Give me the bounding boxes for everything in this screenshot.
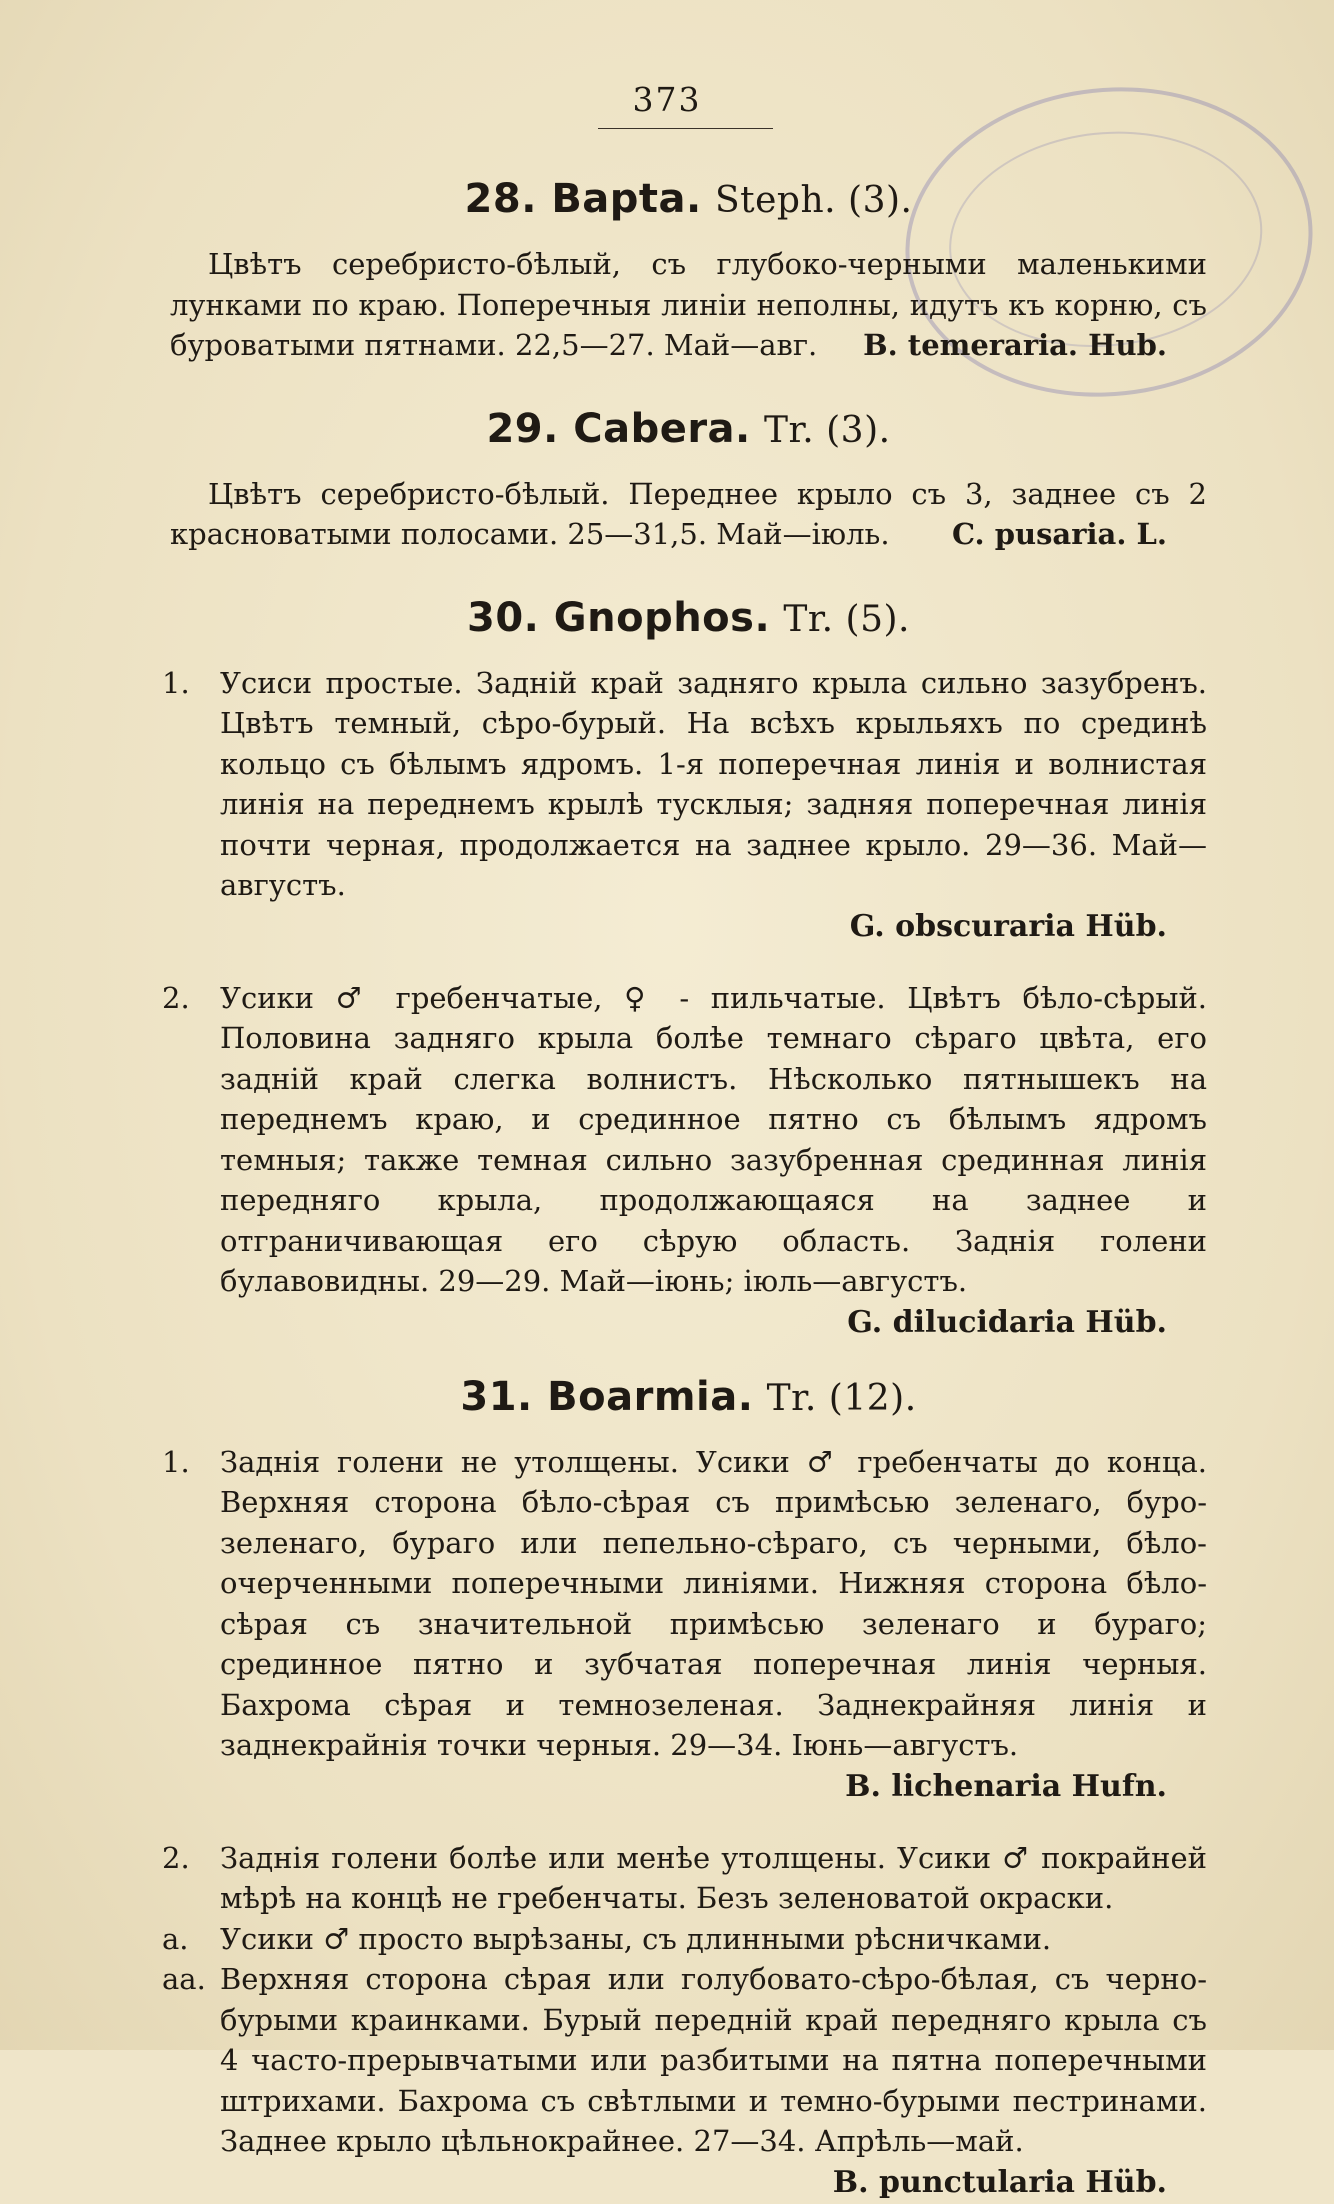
key-item: 1. Усиси простые. Заднiй край задняго крыла сильно зазубренъ. Цвѣтъ темный, сѣро-бурый. На всѣхъ крыльяхъ по срединѣ кольцо съ бѣлымъ ядромъ. 1-я поперечная линія и волнистая линія на переднемъ крылѣ тусклыя; задняя поперечная линія почти черная, продолжается на заднее крыло. 29—36. Май—августъ. [170,663,1207,906]
genus-heading-boarmia: 31. Boarmia. Tr. (12). [460,1373,917,1420]
genus-heading-gnophos: 30. Gnophos. Tr. (5). [467,594,910,641]
key-item: 2. Заднія голени болѣе или менѣе утолщены. Усики ♂ покрайней мѣрѣ на концѣ не гребенчаты. Безъ зеленоватой окраски. [170,1838,1207,1919]
species-name: B. temeraria. Hub. [863,328,1167,362]
page-number: 373 [632,80,702,119]
key-item: 1. Заднія голени не утолщены. Усики ♂ гребенчаты до конца. Верхняя сторона бѣло-сѣрая съ примѣсью зеленаго, буро-зеленаго, бураго или пепельно-сѣраго, съ черными, бѣло-очерченными поперечными линіями. Нижняя сторона бѣло-сѣрая съ значительной примѣсью зеленаго и бураго; срединное пятно и зубчатая поперечная линія черныя. Бахрома сѣрая и темнозеленая. Заднекрайняя линія и заднекрайнія точки черныя. 29—34. Іюнь—августъ. [170,1442,1207,1766]
species-name: B. lichenaria Hufn. [845,1768,1167,1804]
genus-description: Цвѣтъ серебристо-бѣлый. Переднее крыло съ 3, заднее съ 2 красноватыми полосами. 25—31,5. Май—іюль. C. pusaria. L. [170,474,1207,555]
item-number: aa. [162,1962,206,1996]
header-rule [598,128,773,129]
genus-heading-bapta: 28. Bapta. Steph. (3). [464,176,913,222]
genus-description: Цвѣтъ серебристо-бѣлый, съ глубоко-черными маленькими лунками по краю. Поперечныя линіи неполны, идутъ къ корню, съ буроватыми пятнами. 22,5—27. Май—авг. B. temeraria. Hub. [170,244,1207,366]
key-item: 2. Усики ♂ гребенчатые, ♀ - пильчатые. Цвѣтъ бѣло-сѣрый. Половина задняго крыла болѣе темнаго сѣраго цвѣта, его заднiй край слегка волнистъ. Нѣсколько пятнышекъ на переднемъ краю, и срединное пятно съ бѣлымъ ядромъ темныя; также темная сильно зазубренная срединная линія передняго крыла, продолжающаяся на заднее и отграничивающая его сѣрую область. Заднія голени булавовидны. 29—29. Май—іюнь; іюль—августъ. [170,978,1207,1302]
page-content [162,176,1207,2204]
item-number: 1. [162,1444,190,1479]
item-number: a. [162,1921,189,1956]
species-name: G. obscuraria Hüb. [849,908,1167,944]
item-number: 1. [162,665,190,700]
key-item: aa. Верхняя сторона сѣрая или голубовато-сѣро-бѣлая, съ черно-бурыми краинками. Бурый переднiй край передняго крыла съ 4 часто-прерывчатыми или разбитыми на пятна поперечными штрихами. Бахрома съ свѣтлыми и темно-бурыми пестринами. Заднее крыло цѣльнокрайнее. 27—34. Апрѣль—май. [170,1959,1207,2162]
species-name: C. pusaria. L. [951,517,1167,551]
item-number: 2. [162,980,190,1015]
species-name: G. dilucidaria Hüb. [847,1304,1167,1340]
item-number: 2. [162,1840,190,1875]
genus-heading-cabera: 29. Cabera. Tr. (3). [486,405,891,452]
species-name: B. punctularia Hüb. [832,2164,1167,2200]
key-item: a. Усики ♂ просто вырѣзаны, съ длинными рѣсничками. [170,1919,1207,1960]
